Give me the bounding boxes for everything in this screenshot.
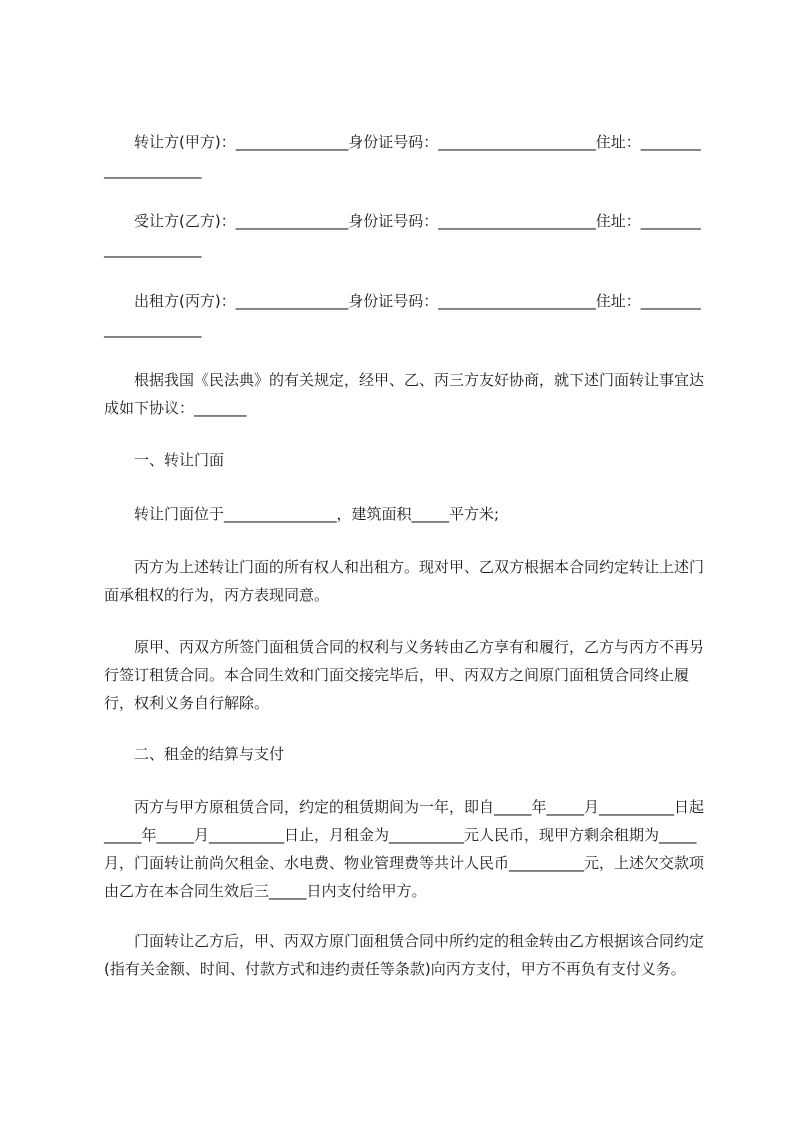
preamble-text: 根据我国《民法典》的有关规定，经甲、乙、丙三方友好协商，就下述门面转让事宜达成如下协议：_______ [104, 371, 705, 417]
section1-p1-text: 转让门面位于_______________，建筑面积_____平方米; [134, 505, 500, 523]
party-a-text: 转让方(甲方)：_______________身份证号码：_____________________住址：_____________________ [104, 133, 701, 179]
party-a-line [104, 128, 704, 184]
section2-p2-text: 门面转让乙方后，甲、丙双方原门面租赁合同中所约定的租金转由乙方根据该合同约定(指有关金额、时间、付款方式和违约责任等条款)向丙方支付，甲方不再负有支付义务。 [104, 932, 705, 978]
party-b-line [104, 207, 704, 263]
section1-paragraph-1 [104, 500, 704, 528]
section2-paragraph-2 [104, 927, 704, 983]
section1-title: 一、转让门面 [134, 451, 225, 469]
section1-paragraph-2 [104, 553, 704, 609]
section1-paragraph-3 [104, 633, 704, 717]
party-c-line [104, 287, 704, 343]
section2-p1-text: 丙方与甲方原租赁合同，约定的租赁期间为一年，即自_____年_____月__________日起_____年_____月__________日止，月租金为__________元人民币，现甲方剩余租期为_____月，门面转让前尚欠租金、水电费、物业管理费等共计人民币__________元，上述欠交款项由乙方在本合同生效后三_____日内支付给甲方。 [104, 798, 705, 900]
section1-p2-text: 丙方为上述转让门面的所有权人和出租方。现对甲、乙双方根据本合同约定转让上述门面承租权的行为，丙方表现同意。 [104, 558, 705, 604]
section1-p3-text: 原甲、丙双方所签门面租赁合同的权利与义务转由乙方享有和履行，乙方与丙方不再另行签订租赁合同。本合同生效和门面交接完毕后，甲、丙双方之间原门面租赁合同终止履行，权利义务自行解除。 [104, 638, 705, 712]
section2-title: 二、租金的结算与支付 [134, 745, 285, 763]
party-b-text: 受让方(乙方)：_______________身份证号码：_____________________住址：_____________________ [104, 212, 701, 258]
party-c-text: 出租方(丙方)：_______________身份证号码：_____________________住址：_____________________ [104, 292, 701, 338]
section2-paragraph-1 [104, 793, 704, 905]
preamble-paragraph [104, 366, 704, 422]
